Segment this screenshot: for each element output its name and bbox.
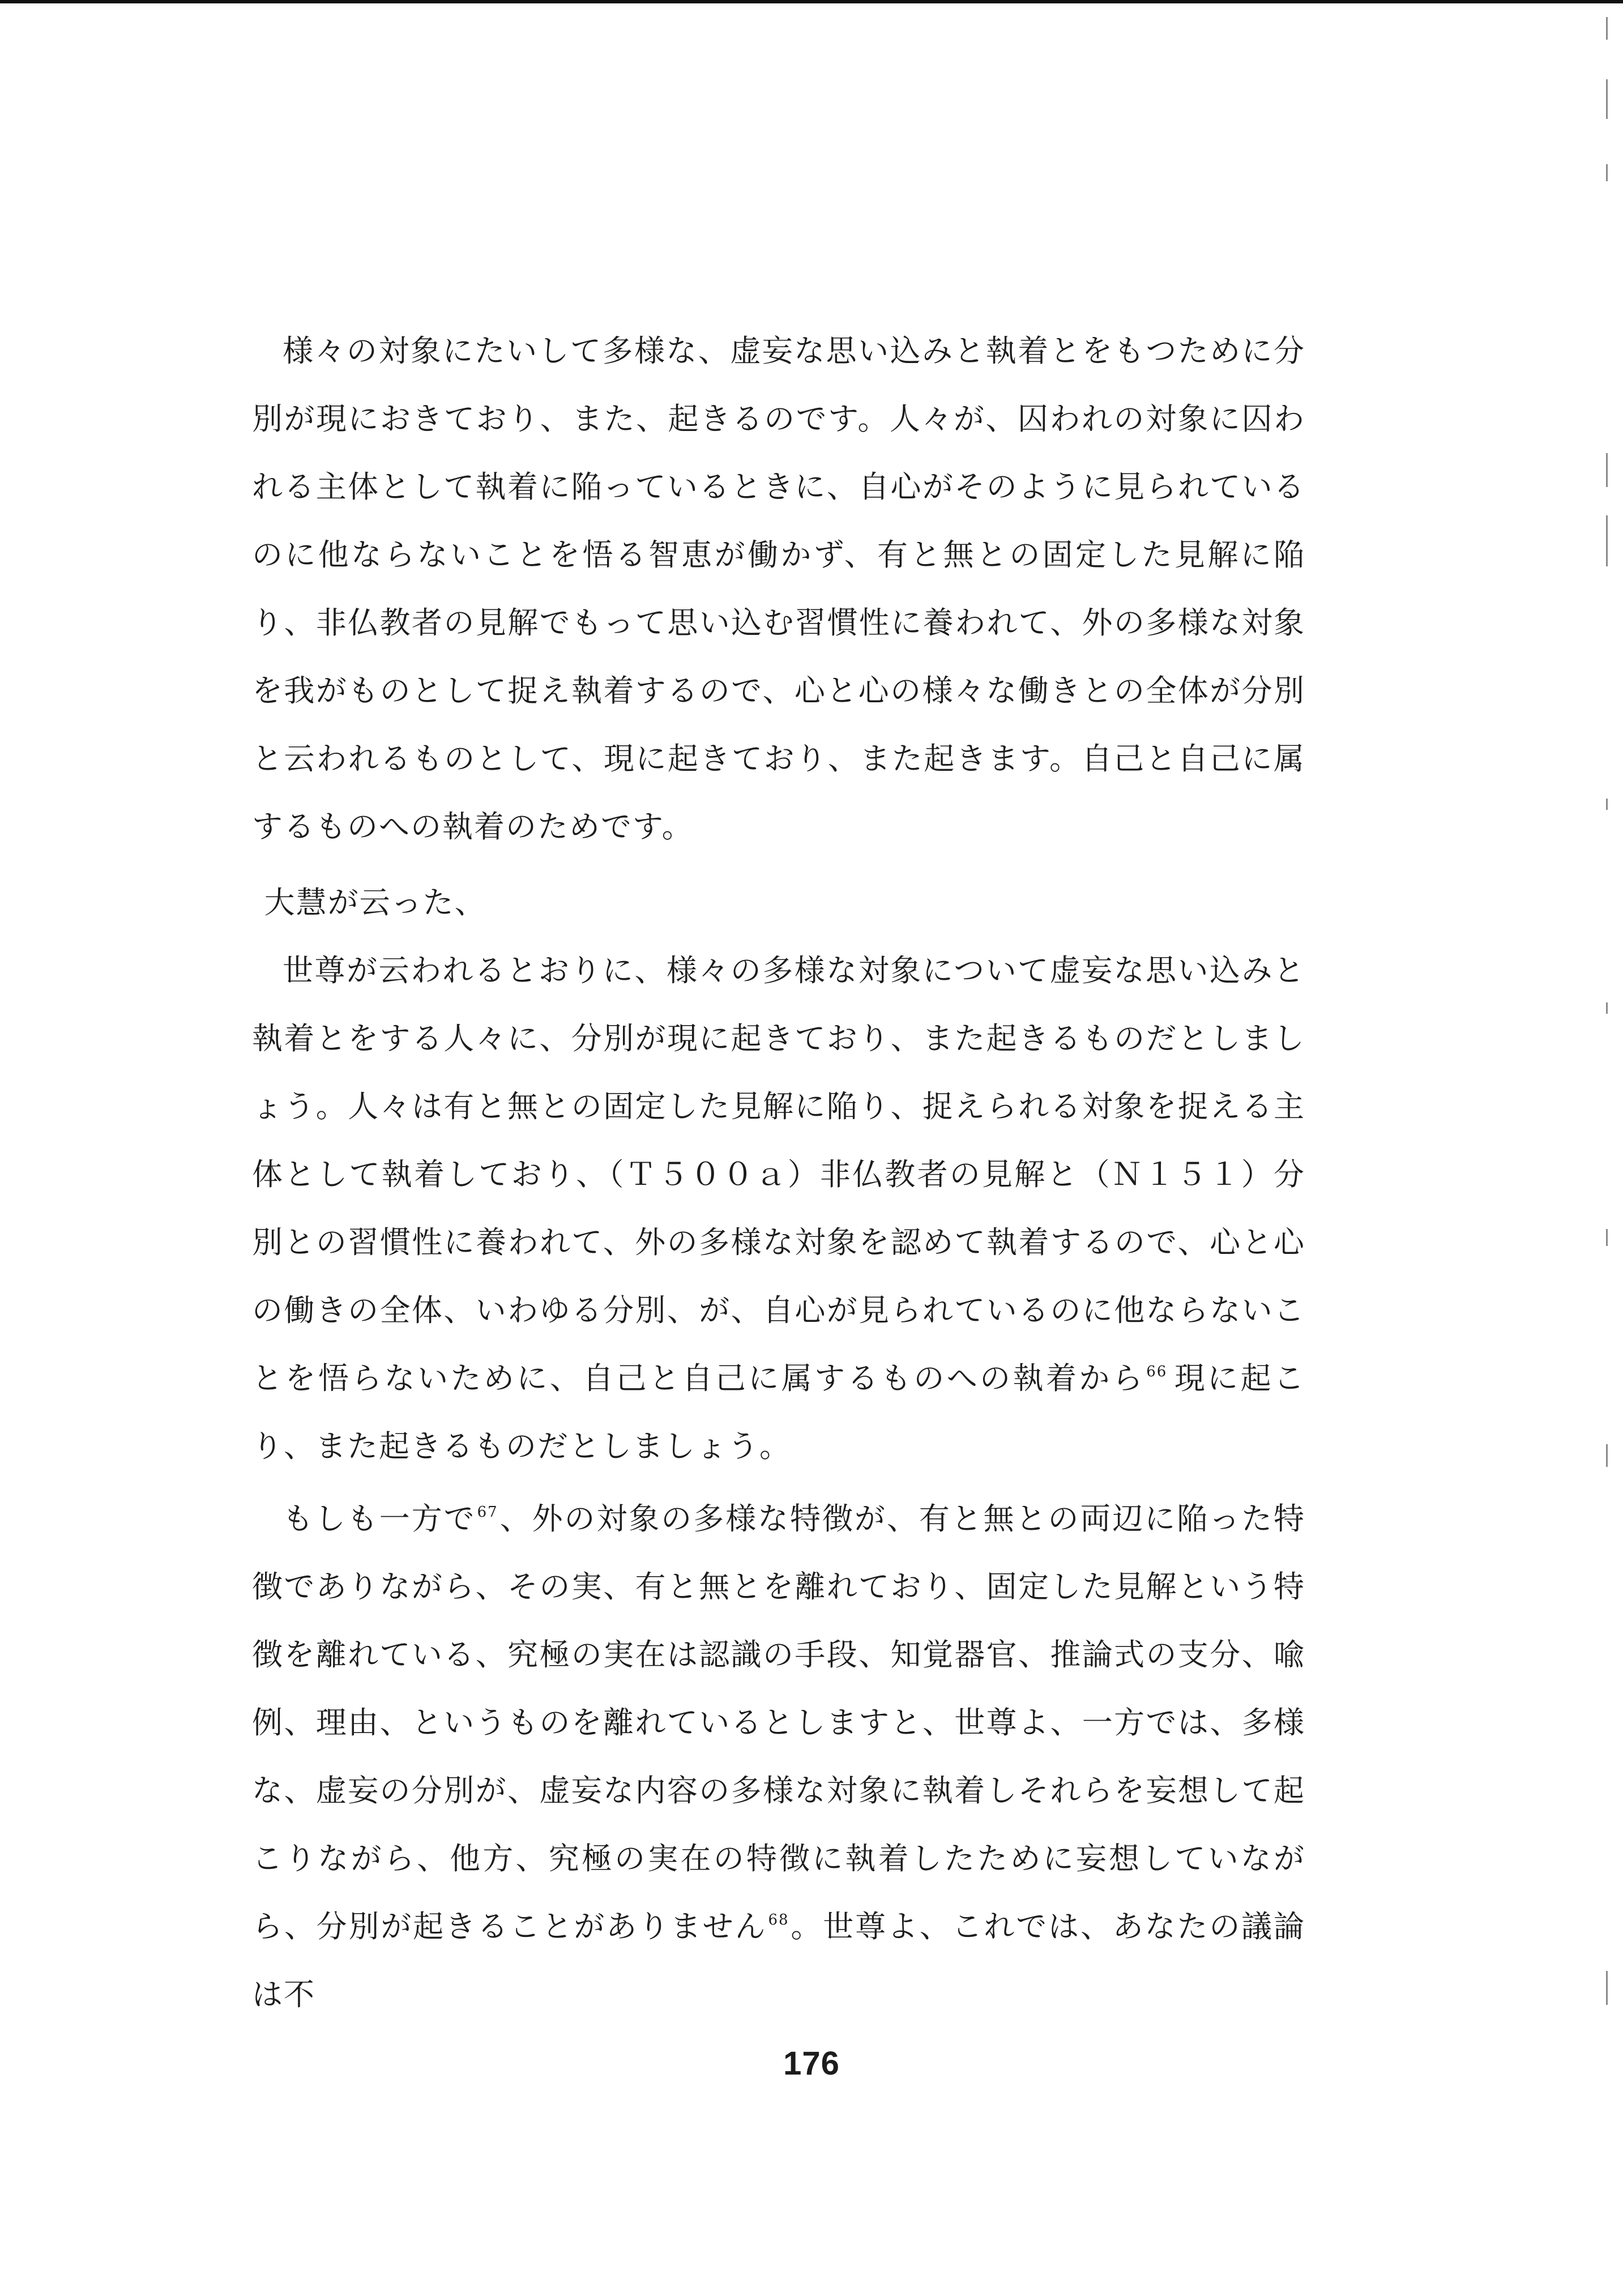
footnote-ref-66[interactable]: 66 [1146,1363,1168,1380]
page-body [252,317,1305,2029]
paragraph [252,937,1305,1480]
paragraph: 様々の対象にたいして多様な、虚妄な思い込みと執着とをもつために分別が現におきており、また、起きるのです。人々が、囚われの対象に囚われる主体として執着に陥っているときに、自心がそのように見られているのに他ならないことを悟る智恵が働かず、有と無との固定した見解に陥り、非仏教者の見解でもって思い込む習慣性に養われて、外の多様な対象を我がものとして捉え執着するので、心と心の様々な働きとの全体が分別と云われるものとして、現に起きており、また起きます。自己と自己に属するものへの執着のためです。 [252,333,1305,844]
paragraph [252,1485,1305,2029]
scan-margin-marks [1606,17,1609,2056]
footnote-ref-68[interactable]: 68 [768,1911,789,1928]
paragraph-text: 。世尊よ、これでは、あなたの議論は不 [252,1909,1305,2012]
paragraph-text: 世尊が云われるとおりに、様々の多様な対象について虚妄な思い込みと執着とをする人々に、分別が現に起きており、また起きるものだとしましょう。人々は有と無との固定した見解に陥り、捉えられる対象を捉える主体として執着しており、（Ｔ５００ａ）非仏教者の見解と（Ｎ１５１）分別との習慣性に養われて、外の多様な対象を認めて執着するので、心と心の働きの全体、いわゆる分別、が、自心が見られているのに他ならないことを悟らないために、自己と自己に属するものへの執着から [252,953,1305,1396]
footnote-ref-67[interactable]: 67 [477,1504,498,1521]
speaker-line: 大慧が云った、 [264,885,486,920]
scan-edge-line [0,0,1623,3]
paragraph-text: もしも一方で [283,1501,476,1537]
paragraph-text: 現に起こり、また起きるものだとしましょう。 [252,1360,1306,1464]
page-number: 176 [783,2045,840,2082]
paragraph-text: 、外の対象の多様な特徴が、有と無との両辺に陥った特徴でありながら、その実、有と無とを離れており、固定した見解という特徴を離れている、究極の実在は認識の手段、知覚器官、推論式の支分、喩例、理由、というものを離れているとしますと、世尊よ、一方では、多様な、虚妄の分別が、虚妄な内容の多様な対象に執着しそれらを妄想して起こりながら、他方、究極の実在の特徴に執着したために妄想していながら、分別が起きることがありません [252,1501,1306,1944]
